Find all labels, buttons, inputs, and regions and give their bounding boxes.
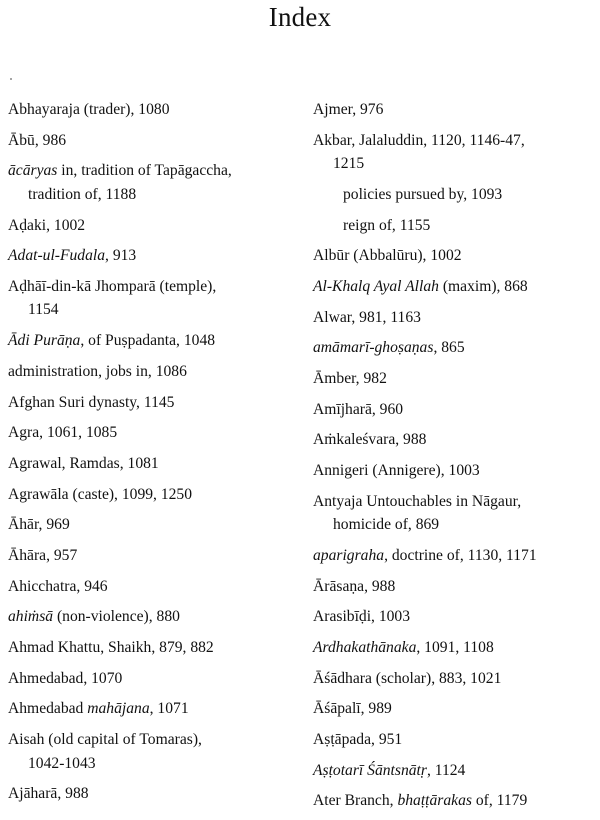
index-entry-text: policies pursued by, 1093 (343, 185, 503, 203)
index-entry (8, 697, 290, 721)
index-entry-text: Ardhakathānaka, 1091, 1108 (313, 639, 494, 656)
index-entry (8, 452, 290, 476)
index-entry-text: ācāryas in, tradition of Tapāgaccha, (8, 162, 232, 180)
index-entry-text: Ahmad Khattu, Shaikh, 879, 882 (8, 639, 214, 656)
index-entry (313, 129, 595, 176)
index-entry-text: Akbar, Jalaluddin, 1120, 1146-47, (313, 131, 525, 149)
index-entry (8, 214, 290, 238)
index-entry-text: Āmber, 982 (313, 370, 387, 387)
index-entry (8, 575, 290, 599)
index-entry-continuation: tradition of, 1188 (28, 185, 137, 203)
index-entry-text: Ajmer, 976 (313, 101, 384, 118)
index-entry (313, 459, 595, 483)
index-entry (8, 98, 290, 122)
page-title: Index (268, 2, 332, 32)
index-entry (313, 697, 595, 721)
index-entry-text: Āhār, 969 (8, 516, 70, 534)
index-entry-text: Adat-ul-Fudala, 913 (8, 247, 137, 265)
index-entry-text: Alwar, 981, 1163 (313, 308, 421, 326)
index-entry (313, 98, 595, 122)
index-entry (313, 306, 595, 330)
index-entry (313, 544, 595, 568)
index-entry-text: Agra, 1061, 1085 (8, 424, 118, 442)
index-entry-continuation: homicide of, 869 (333, 516, 440, 534)
index-entry-text: Ārāsaṇa, 988 (313, 577, 396, 595)
index-entry-text: Afghan Suri dynasty, 1145 (8, 393, 175, 411)
index-entry-text: Al-Khalq Ayal Allah (maxim), 868 (313, 277, 528, 295)
index-entry-text: Albūr (Abbalūru), 1002 (313, 247, 462, 265)
index-entry-text: Ajāharā, 988 (8, 785, 89, 803)
index-entry-text: Ābū, 986 (8, 131, 67, 149)
index-entry (8, 244, 290, 268)
index-entry (313, 575, 595, 599)
index-entry (8, 275, 290, 322)
index-entry-text: Ahmedabad, 1070 (8, 669, 123, 687)
index-entry (313, 428, 595, 452)
index-entry-continuation: 1215 (333, 155, 365, 173)
index-entry-text: Aṣṭāpada, 951 (313, 731, 403, 749)
index-entry-text: Ater Branch, bhaṭṭārakas of, 1179 (313, 792, 528, 810)
index-entry-text: Agrawal, Ramdas, 1081 (8, 454, 159, 472)
index-entry-text: Aṣṭotarī Śāntsnātṛ, 1124 (313, 761, 466, 779)
index-entry (313, 367, 595, 391)
print-speck (10, 78, 12, 80)
index-entry (313, 183, 595, 207)
index-entry (8, 421, 290, 445)
index-entry-text: aparigraha, doctrine of, 1130, 1171 (313, 546, 537, 564)
index-entry (313, 244, 595, 268)
index-entry (313, 605, 595, 629)
index-entry-text: Agrawāla (caste), 1099, 1250 (8, 485, 193, 503)
index-entry (313, 336, 595, 360)
index-entry-text: ahiṁsā (non-violence), 880 (8, 608, 180, 626)
index-entry-text: Aḍaki, 1002 (8, 216, 86, 234)
index-column-right (313, 98, 595, 820)
index-entry (313, 636, 595, 660)
index-entry (8, 360, 290, 384)
index-entry (8, 483, 290, 507)
index-entry-text: Aṁkaleśvara, 988 (313, 431, 427, 449)
index-entry (313, 759, 595, 783)
index-entry (8, 329, 290, 353)
index-entry-text: Abhayaraja (trader), 1080 (8, 101, 170, 118)
index-entry-text: amāmarī-ghoṣaṇas, 865 (313, 339, 465, 357)
index-column-left (8, 98, 290, 813)
index-entry (8, 544, 290, 568)
index-entry (8, 782, 290, 806)
index-entry-text: Antyaja Untouchables in Nāgaur, (313, 492, 522, 510)
index-entry (8, 129, 290, 153)
index-entry (8, 513, 290, 537)
index-entry-text: Ahicchatra, 946 (8, 577, 108, 595)
index-entry-text: administration, jobs in, 1086 (8, 362, 187, 380)
index-entry (313, 275, 595, 299)
index-entry (313, 728, 595, 752)
index-entry-text: Annigeri (Annigere), 1003 (313, 462, 480, 480)
index-entry-text: Amījharā, 960 (313, 400, 404, 418)
index-entry-text: Aisah (old capital of Tomaras), (8, 731, 202, 749)
index-entry-text: Aḍhāī-din-kā Jhomparā (temple), (8, 277, 217, 295)
index-entry (8, 728, 290, 775)
index-entry-text: Āśādhara (scholar), 883, 1021 (313, 669, 502, 687)
index-entry-text: Āhāra, 957 (8, 546, 78, 564)
index-entry (313, 667, 595, 691)
index-entry (8, 391, 290, 415)
index-entry (8, 636, 290, 660)
index-entry-text: Ahmedabad mahājana, 1071 (8, 700, 189, 718)
index-entry (313, 490, 595, 537)
index-entry-text: Āśāpalī, 989 (313, 700, 392, 718)
index-entry (8, 667, 290, 691)
index-entry-text: Ādi Purāṇa, of Puṣpadanta, 1048 (8, 332, 216, 350)
index-entry-continuation: 1042-1043 (28, 754, 96, 772)
index-entry (8, 605, 290, 629)
index-entry (8, 159, 290, 206)
index-entry (313, 214, 595, 238)
index-entry-text: reign of, 1155 (343, 216, 431, 234)
index-entry-text: Arasibīḍi, 1003 (313, 608, 411, 626)
index-entry (313, 398, 595, 422)
index-entry-continuation: 1154 (28, 301, 59, 319)
